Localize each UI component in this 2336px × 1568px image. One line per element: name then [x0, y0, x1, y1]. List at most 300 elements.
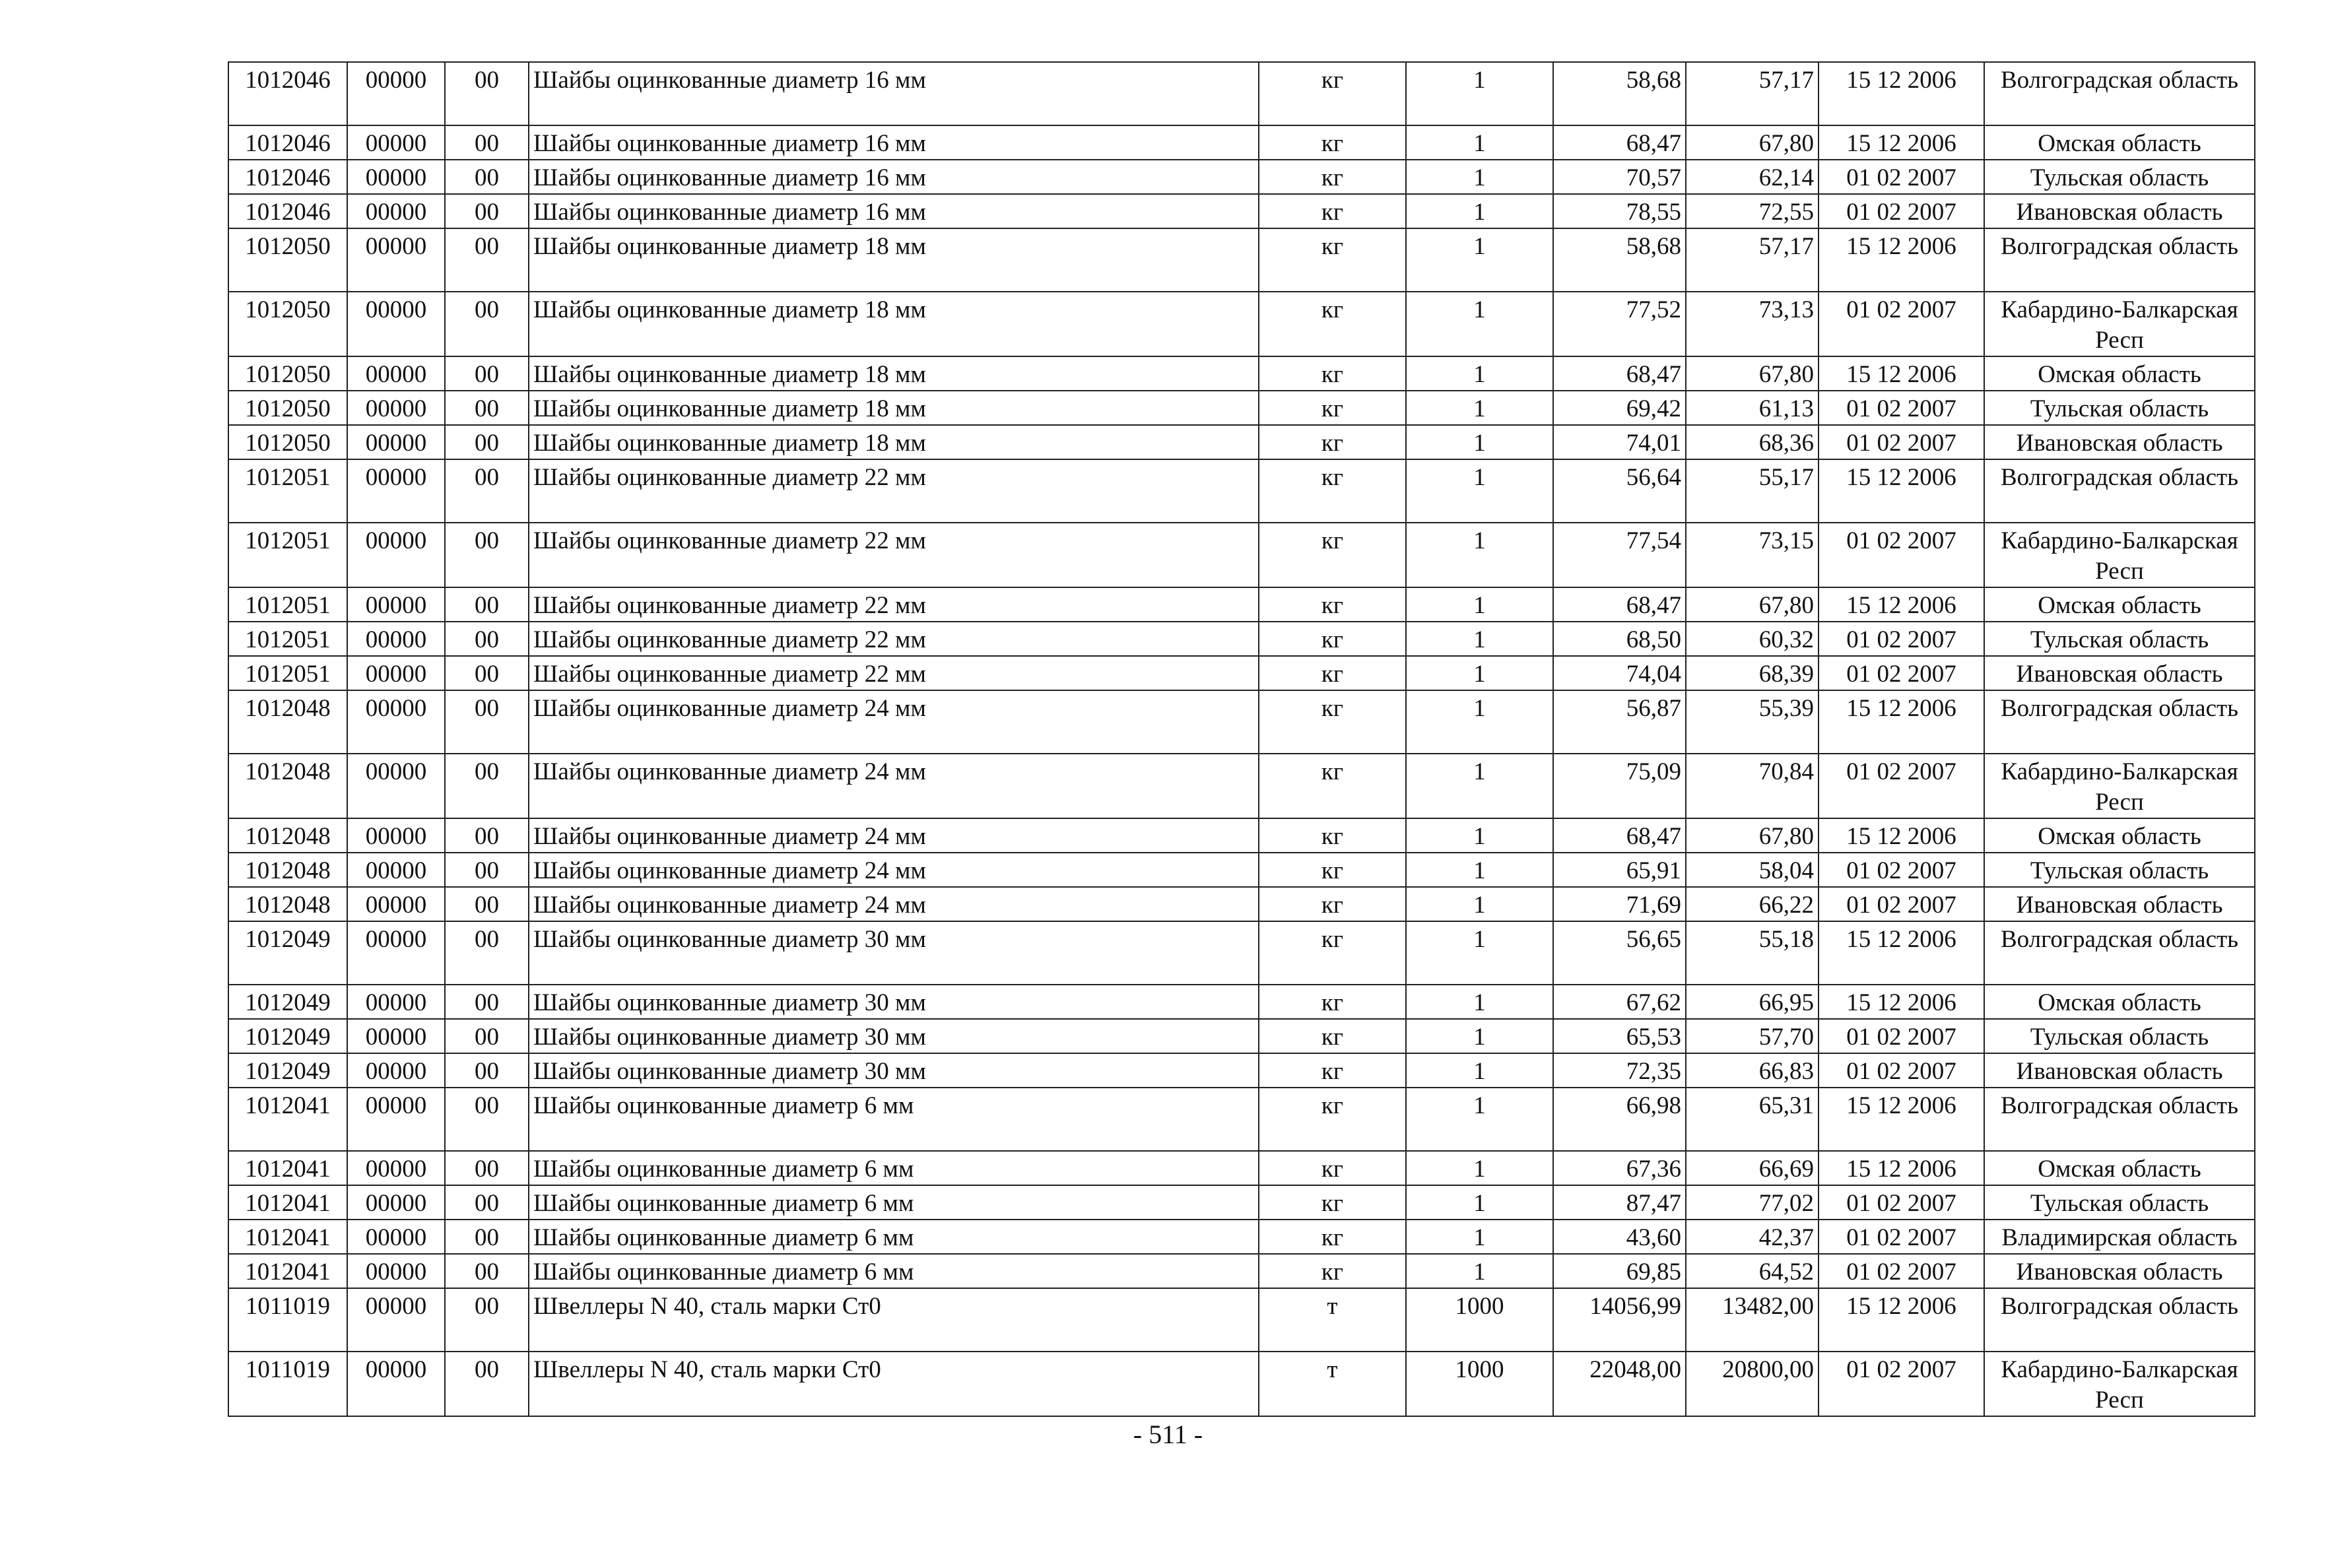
group-code-cell: 00	[445, 62, 529, 125]
group-code-cell: 00	[445, 921, 529, 985]
group-code-cell: 00	[445, 292, 529, 356]
product-name-cell: Шайбы оцинкованные диаметр 16 мм	[529, 160, 1259, 194]
region-cell: Омская область	[1984, 125, 2255, 160]
date-cell: 01 02 2007	[1819, 425, 1984, 459]
price-with-vat-cell: 87,47	[1553, 1185, 1686, 1220]
item-code-cell: 1012048	[228, 818, 347, 853]
item-code-cell: 1012051	[228, 523, 347, 587]
group-code-cell: 00	[445, 985, 529, 1019]
item-code-cell: 1012050	[228, 391, 347, 425]
date-cell: 01 02 2007	[1819, 292, 1984, 356]
item-code-cell: 1012041	[228, 1151, 347, 1185]
date-cell: 01 02 2007	[1819, 1019, 1984, 1053]
unit-cell: кг	[1259, 818, 1406, 853]
price-without-vat-cell: 57,17	[1686, 62, 1819, 125]
table-row	[228, 228, 2255, 292]
subcode-cell: 00000	[347, 1185, 445, 1220]
date-cell: 15 12 2006	[1819, 818, 1984, 853]
unit-cell: кг	[1259, 228, 1406, 292]
product-name-cell: Шайбы оцинкованные диаметр 18 мм	[529, 425, 1259, 459]
item-code-cell: 1012050	[228, 292, 347, 356]
price-without-vat-cell: 60,32	[1686, 622, 1819, 656]
table-row	[228, 160, 2255, 194]
table-row	[228, 754, 2255, 818]
product-name-cell: Шайбы оцинкованные диаметр 22 мм	[529, 523, 1259, 587]
subcode-cell: 00000	[347, 391, 445, 425]
item-code-cell: 1012050	[228, 356, 347, 391]
unit-cell: кг	[1259, 1151, 1406, 1185]
unit-cell: кг	[1259, 425, 1406, 459]
price-with-vat-cell: 67,62	[1553, 985, 1686, 1019]
region-cell: Ивановская область	[1984, 425, 2255, 459]
product-name-cell: Шайбы оцинкованные диаметр 6 мм	[529, 1220, 1259, 1254]
date-cell: 15 12 2006	[1819, 459, 1984, 523]
table-row	[228, 690, 2255, 754]
price-table-body	[228, 62, 2255, 1416]
region-cell: Кабардино-Балкарская Респ	[1984, 292, 2255, 356]
subcode-cell: 00000	[347, 1254, 445, 1288]
subcode-cell: 00000	[347, 690, 445, 754]
group-code-cell: 00	[445, 1185, 529, 1220]
group-code-cell: 00	[445, 587, 529, 622]
group-code-cell: 00	[445, 1019, 529, 1053]
price-without-vat-cell: 58,04	[1686, 853, 1819, 887]
date-cell: 01 02 2007	[1819, 1220, 1984, 1254]
table-row	[228, 391, 2255, 425]
group-code-cell: 00	[445, 1088, 529, 1151]
quantity-cell: 1	[1406, 1254, 1553, 1288]
price-without-vat-cell: 13482,00	[1686, 1288, 1819, 1352]
product-name-cell: Шайбы оцинкованные диаметр 16 мм	[529, 125, 1259, 160]
table-row	[228, 125, 2255, 160]
region-cell: Кабардино-Балкарская Респ	[1984, 523, 2255, 587]
product-name-cell: Шайбы оцинкованные диаметр 30 мм	[529, 921, 1259, 985]
region-cell: Тульская область	[1984, 391, 2255, 425]
quantity-cell: 1	[1406, 921, 1553, 985]
subcode-cell: 00000	[347, 160, 445, 194]
region-cell: Волгоградская область	[1984, 459, 2255, 523]
table-row	[228, 1185, 2255, 1220]
date-cell: 15 12 2006	[1819, 356, 1984, 391]
subcode-cell: 00000	[347, 921, 445, 985]
unit-cell: кг	[1259, 921, 1406, 985]
item-code-cell: 1012048	[228, 853, 347, 887]
quantity-cell: 1	[1406, 228, 1553, 292]
quantity-cell: 1000	[1406, 1352, 1553, 1416]
subcode-cell: 00000	[347, 1288, 445, 1352]
table-row	[228, 887, 2255, 921]
price-with-vat-cell: 58,68	[1553, 62, 1686, 125]
quantity-cell: 1	[1406, 292, 1553, 356]
region-cell: Волгоградская область	[1984, 62, 2255, 125]
item-code-cell: 1012041	[228, 1185, 347, 1220]
price-with-vat-cell: 70,57	[1553, 160, 1686, 194]
unit-cell: кг	[1259, 690, 1406, 754]
subcode-cell: 00000	[347, 1151, 445, 1185]
date-cell: 15 12 2006	[1819, 228, 1984, 292]
price-without-vat-cell: 62,14	[1686, 160, 1819, 194]
region-cell: Тульская область	[1984, 160, 2255, 194]
region-cell: Волгоградская область	[1984, 228, 2255, 292]
product-name-cell: Шайбы оцинкованные диаметр 24 мм	[529, 690, 1259, 754]
date-cell: 15 12 2006	[1819, 985, 1984, 1019]
subcode-cell: 00000	[347, 853, 445, 887]
price-without-vat-cell: 68,36	[1686, 425, 1819, 459]
price-without-vat-cell: 67,80	[1686, 356, 1819, 391]
quantity-cell: 1	[1406, 425, 1553, 459]
table-row	[228, 425, 2255, 459]
date-cell: 01 02 2007	[1819, 1254, 1984, 1288]
unit-cell: кг	[1259, 587, 1406, 622]
item-code-cell: 1012050	[228, 228, 347, 292]
unit-cell: кг	[1259, 523, 1406, 587]
subcode-cell: 00000	[347, 1088, 445, 1151]
price-with-vat-cell: 65,53	[1553, 1019, 1686, 1053]
subcode-cell: 00000	[347, 818, 445, 853]
table-row	[228, 1019, 2255, 1053]
price-without-vat-cell: 73,15	[1686, 523, 1819, 587]
group-code-cell: 00	[445, 1151, 529, 1185]
group-code-cell: 00	[445, 754, 529, 818]
unit-cell: кг	[1259, 622, 1406, 656]
table-row	[228, 194, 2255, 228]
price-with-vat-cell: 43,60	[1553, 1220, 1686, 1254]
date-cell: 01 02 2007	[1819, 1352, 1984, 1416]
price-without-vat-cell: 68,39	[1686, 656, 1819, 690]
item-code-cell: 1012050	[228, 425, 347, 459]
date-cell: 15 12 2006	[1819, 1151, 1984, 1185]
table-row	[228, 921, 2255, 985]
subcode-cell: 00000	[347, 656, 445, 690]
quantity-cell: 1	[1406, 459, 1553, 523]
product-name-cell: Шайбы оцинкованные диаметр 18 мм	[529, 391, 1259, 425]
region-cell: Тульская область	[1984, 1185, 2255, 1220]
price-with-vat-cell: 68,47	[1553, 587, 1686, 622]
subcode-cell: 00000	[347, 292, 445, 356]
price-with-vat-cell: 74,04	[1553, 656, 1686, 690]
subcode-cell: 00000	[347, 985, 445, 1019]
unit-cell: кг	[1259, 754, 1406, 818]
price-with-vat-cell: 58,68	[1553, 228, 1686, 292]
product-name-cell: Шайбы оцинкованные диаметр 24 мм	[529, 853, 1259, 887]
table-row	[228, 985, 2255, 1019]
price-without-vat-cell: 77,02	[1686, 1185, 1819, 1220]
price-with-vat-cell: 78,55	[1553, 194, 1686, 228]
price-without-vat-cell: 66,95	[1686, 985, 1819, 1019]
group-code-cell: 00	[445, 818, 529, 853]
date-cell: 01 02 2007	[1819, 754, 1984, 818]
quantity-cell: 1	[1406, 853, 1553, 887]
price-with-vat-cell: 65,91	[1553, 853, 1686, 887]
unit-cell: кг	[1259, 1053, 1406, 1088]
product-name-cell: Шайбы оцинкованные диаметр 30 мм	[529, 1019, 1259, 1053]
region-cell: Ивановская область	[1984, 656, 2255, 690]
unit-cell: кг	[1259, 62, 1406, 125]
product-name-cell: Шайбы оцинкованные диаметр 6 мм	[529, 1254, 1259, 1288]
price-with-vat-cell: 66,98	[1553, 1088, 1686, 1151]
table-row	[228, 656, 2255, 690]
group-code-cell: 00	[445, 125, 529, 160]
region-cell: Омская область	[1984, 356, 2255, 391]
region-cell: Волгоградская область	[1984, 1288, 2255, 1352]
region-cell: Ивановская область	[1984, 1254, 2255, 1288]
product-name-cell: Шайбы оцинкованные диаметр 30 мм	[529, 985, 1259, 1019]
region-cell: Волгоградская область	[1984, 1088, 2255, 1151]
item-code-cell: 1012046	[228, 194, 347, 228]
item-code-cell: 1012049	[228, 921, 347, 985]
group-code-cell: 00	[445, 523, 529, 587]
region-cell: Омская область	[1984, 587, 2255, 622]
item-code-cell: 1012041	[228, 1254, 347, 1288]
quantity-cell: 1	[1406, 523, 1553, 587]
price-without-vat-cell: 42,37	[1686, 1220, 1819, 1254]
group-code-cell: 00	[445, 1254, 529, 1288]
product-name-cell: Швеллеры N 40, сталь марки Ст0	[529, 1352, 1259, 1416]
price-without-vat-cell: 72,55	[1686, 194, 1819, 228]
price-table	[228, 61, 2255, 1417]
product-name-cell: Шайбы оцинкованные диаметр 22 мм	[529, 656, 1259, 690]
product-name-cell: Шайбы оцинкованные диаметр 18 мм	[529, 356, 1259, 391]
table-row	[228, 1053, 2255, 1088]
product-name-cell: Шайбы оцинкованные диаметр 18 мм	[529, 228, 1259, 292]
date-cell: 15 12 2006	[1819, 921, 1984, 985]
date-cell: 15 12 2006	[1819, 125, 1984, 160]
quantity-cell: 1000	[1406, 1288, 1553, 1352]
item-code-cell: 1012046	[228, 62, 347, 125]
table-row	[228, 1151, 2255, 1185]
subcode-cell: 00000	[347, 1019, 445, 1053]
product-name-cell: Шайбы оцинкованные диаметр 6 мм	[529, 1088, 1259, 1151]
subcode-cell: 00000	[347, 587, 445, 622]
date-cell: 01 02 2007	[1819, 887, 1984, 921]
region-cell: Омская область	[1984, 985, 2255, 1019]
table-row	[228, 1220, 2255, 1254]
price-with-vat-cell: 68,47	[1553, 125, 1686, 160]
unit-cell: кг	[1259, 391, 1406, 425]
date-cell: 15 12 2006	[1819, 690, 1984, 754]
unit-cell: кг	[1259, 1019, 1406, 1053]
group-code-cell: 00	[445, 425, 529, 459]
region-cell: Омская область	[1984, 818, 2255, 853]
unit-cell: кг	[1259, 887, 1406, 921]
item-code-cell: 1012051	[228, 587, 347, 622]
group-code-cell: 00	[445, 656, 529, 690]
unit-cell: кг	[1259, 853, 1406, 887]
table-row	[228, 292, 2255, 356]
unit-cell: кг	[1259, 1220, 1406, 1254]
product-name-cell: Шайбы оцинкованные диаметр 22 мм	[529, 459, 1259, 523]
date-cell: 01 02 2007	[1819, 622, 1984, 656]
quantity-cell: 1	[1406, 194, 1553, 228]
quantity-cell: 1	[1406, 754, 1553, 818]
product-name-cell: Швеллеры N 40, сталь марки Ст0	[529, 1288, 1259, 1352]
price-with-vat-cell: 68,47	[1553, 356, 1686, 391]
item-code-cell: 1012049	[228, 985, 347, 1019]
product-name-cell: Шайбы оцинкованные диаметр 22 мм	[529, 622, 1259, 656]
unit-cell: кг	[1259, 194, 1406, 228]
region-cell: Тульская область	[1984, 622, 2255, 656]
quantity-cell: 1	[1406, 690, 1553, 754]
date-cell: 01 02 2007	[1819, 853, 1984, 887]
product-name-cell: Шайбы оцинкованные диаметр 16 мм	[529, 62, 1259, 125]
table-row	[228, 523, 2255, 587]
subcode-cell: 00000	[347, 1220, 445, 1254]
date-cell: 01 02 2007	[1819, 1185, 1984, 1220]
item-code-cell: 1012048	[228, 887, 347, 921]
unit-cell: кг	[1259, 356, 1406, 391]
subcode-cell: 00000	[347, 459, 445, 523]
date-cell: 01 02 2007	[1819, 656, 1984, 690]
product-name-cell: Шайбы оцинкованные диаметр 30 мм	[529, 1053, 1259, 1088]
date-cell: 01 02 2007	[1819, 194, 1984, 228]
page-number: - 511 -	[1133, 1420, 1203, 1449]
group-code-cell: 00	[445, 160, 529, 194]
group-code-cell: 00	[445, 391, 529, 425]
price-without-vat-cell: 55,18	[1686, 921, 1819, 985]
price-with-vat-cell: 77,52	[1553, 292, 1686, 356]
quantity-cell: 1	[1406, 1088, 1553, 1151]
group-code-cell: 00	[445, 356, 529, 391]
quantity-cell: 1	[1406, 656, 1553, 690]
table-row	[228, 1088, 2255, 1151]
subcode-cell: 00000	[347, 754, 445, 818]
date-cell: 15 12 2006	[1819, 1088, 1984, 1151]
subcode-cell: 00000	[347, 125, 445, 160]
price-with-vat-cell: 69,42	[1553, 391, 1686, 425]
group-code-cell: 00	[445, 690, 529, 754]
date-cell: 15 12 2006	[1819, 1288, 1984, 1352]
item-code-cell: 1012046	[228, 160, 347, 194]
quantity-cell: 1	[1406, 1151, 1553, 1185]
group-code-cell: 00	[445, 228, 529, 292]
price-with-vat-cell: 75,09	[1553, 754, 1686, 818]
quantity-cell: 1	[1406, 1053, 1553, 1088]
quantity-cell: 1	[1406, 1019, 1553, 1053]
unit-cell: кг	[1259, 292, 1406, 356]
group-code-cell: 00	[445, 887, 529, 921]
price-with-vat-cell: 74,01	[1553, 425, 1686, 459]
price-without-vat-cell: 70,84	[1686, 754, 1819, 818]
date-cell: 01 02 2007	[1819, 523, 1984, 587]
price-with-vat-cell: 67,36	[1553, 1151, 1686, 1185]
subcode-cell: 00000	[347, 1053, 445, 1088]
date-cell: 01 02 2007	[1819, 1053, 1984, 1088]
quantity-cell: 1	[1406, 160, 1553, 194]
price-without-vat-cell: 55,17	[1686, 459, 1819, 523]
unit-cell: кг	[1259, 985, 1406, 1019]
table-row	[228, 622, 2255, 656]
group-code-cell: 00	[445, 1220, 529, 1254]
item-code-cell: 1012051	[228, 656, 347, 690]
price-without-vat-cell: 64,52	[1686, 1254, 1819, 1288]
quantity-cell: 1	[1406, 356, 1553, 391]
subcode-cell: 00000	[347, 194, 445, 228]
price-with-vat-cell: 14056,99	[1553, 1288, 1686, 1352]
region-cell: Ивановская область	[1984, 887, 2255, 921]
price-with-vat-cell: 56,64	[1553, 459, 1686, 523]
product-name-cell: Шайбы оцинкованные диаметр 24 мм	[529, 818, 1259, 853]
price-without-vat-cell: 61,13	[1686, 391, 1819, 425]
price-without-vat-cell: 57,17	[1686, 228, 1819, 292]
price-without-vat-cell: 67,80	[1686, 125, 1819, 160]
quantity-cell: 1	[1406, 985, 1553, 1019]
date-cell: 15 12 2006	[1819, 587, 1984, 622]
table-row	[228, 818, 2255, 853]
quantity-cell: 1	[1406, 587, 1553, 622]
table-row	[228, 459, 2255, 523]
unit-cell: т	[1259, 1352, 1406, 1416]
item-code-cell: 1012049	[228, 1019, 347, 1053]
group-code-cell: 00	[445, 194, 529, 228]
price-without-vat-cell: 55,39	[1686, 690, 1819, 754]
price-without-vat-cell: 66,69	[1686, 1151, 1819, 1185]
subcode-cell: 00000	[347, 228, 445, 292]
item-code-cell: 1011019	[228, 1352, 347, 1416]
region-cell: Кабардино-Балкарская Респ	[1984, 754, 2255, 818]
region-cell: Волгоградская область	[1984, 690, 2255, 754]
item-code-cell: 1012051	[228, 459, 347, 523]
item-code-cell: 1012041	[228, 1088, 347, 1151]
quantity-cell: 1	[1406, 887, 1553, 921]
date-cell: 01 02 2007	[1819, 391, 1984, 425]
price-without-vat-cell: 65,31	[1686, 1088, 1819, 1151]
table-row	[228, 853, 2255, 887]
item-code-cell: 1012049	[228, 1053, 347, 1088]
unit-cell: кг	[1259, 160, 1406, 194]
group-code-cell: 00	[445, 1288, 529, 1352]
product-name-cell: Шайбы оцинкованные диаметр 6 мм	[529, 1185, 1259, 1220]
subcode-cell: 00000	[347, 1352, 445, 1416]
price-without-vat-cell: 66,22	[1686, 887, 1819, 921]
region-cell: Тульская область	[1984, 853, 2255, 887]
quantity-cell: 1	[1406, 622, 1553, 656]
price-without-vat-cell: 73,13	[1686, 292, 1819, 356]
item-code-cell: 1011019	[228, 1288, 347, 1352]
table-row	[228, 587, 2255, 622]
table-row	[228, 1352, 2255, 1416]
item-code-cell: 1012046	[228, 125, 347, 160]
unit-cell: кг	[1259, 1185, 1406, 1220]
product-name-cell: Шайбы оцинкованные диаметр 18 мм	[529, 292, 1259, 356]
price-with-vat-cell: 56,65	[1553, 921, 1686, 985]
price-with-vat-cell: 77,54	[1553, 523, 1686, 587]
price-with-vat-cell: 22048,00	[1553, 1352, 1686, 1416]
item-code-cell: 1012048	[228, 690, 347, 754]
region-cell: Волгоградская область	[1984, 921, 2255, 985]
date-cell: 15 12 2006	[1819, 62, 1984, 125]
price-without-vat-cell: 20800,00	[1686, 1352, 1819, 1416]
price-without-vat-cell: 66,83	[1686, 1053, 1819, 1088]
group-code-cell: 00	[445, 622, 529, 656]
group-code-cell: 00	[445, 853, 529, 887]
subcode-cell: 00000	[347, 425, 445, 459]
product-name-cell: Шайбы оцинкованные диаметр 24 мм	[529, 754, 1259, 818]
price-with-vat-cell: 72,35	[1553, 1053, 1686, 1088]
quantity-cell: 1	[1406, 125, 1553, 160]
product-name-cell: Шайбы оцинкованные диаметр 16 мм	[529, 194, 1259, 228]
group-code-cell: 00	[445, 459, 529, 523]
date-cell: 01 02 2007	[1819, 160, 1984, 194]
table-row	[228, 1254, 2255, 1288]
product-name-cell: Шайбы оцинкованные диаметр 24 мм	[529, 887, 1259, 921]
unit-cell: кг	[1259, 1254, 1406, 1288]
unit-cell: кг	[1259, 1088, 1406, 1151]
unit-cell: кг	[1259, 125, 1406, 160]
quantity-cell: 1	[1406, 1185, 1553, 1220]
region-cell: Омская область	[1984, 1151, 2255, 1185]
price-with-vat-cell: 56,87	[1553, 690, 1686, 754]
quantity-cell: 1	[1406, 62, 1553, 125]
